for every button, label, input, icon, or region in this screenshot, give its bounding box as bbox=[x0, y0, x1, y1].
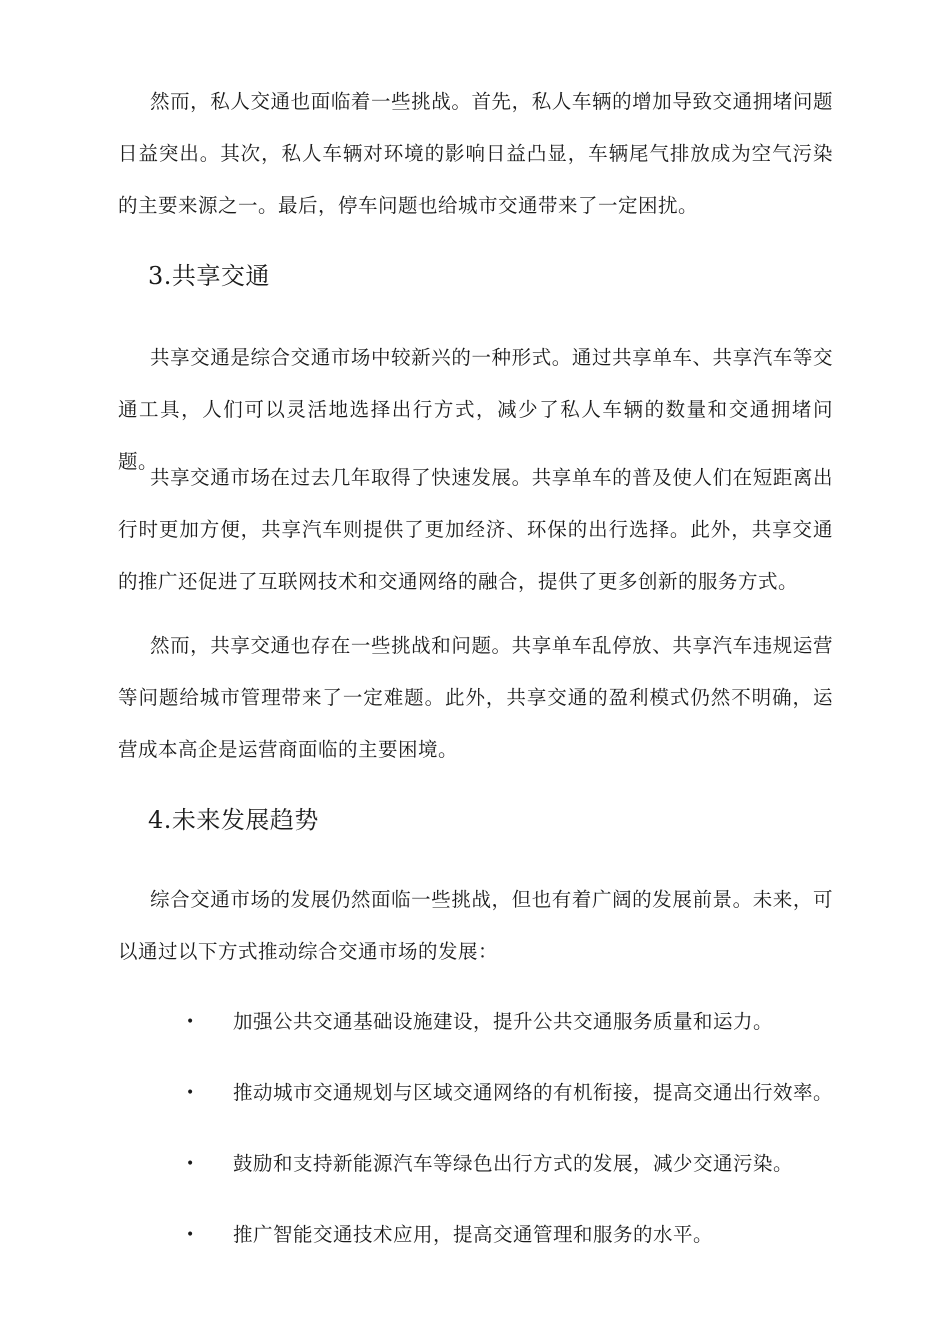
paragraph-future-outlook: 综合交通市场的发展仍然面临一些挑战，但也有着广阔的发展前景。未来，可以通过以下方式推动综合交通市场的发展： bbox=[118, 888, 833, 963]
bullet-marker: • bbox=[186, 1156, 195, 1172]
paragraph-private-transport-challenges: 然而，私人交通也面临着一些挑战。首先，私人车辆的增加导致交通拥堵问题日益突出。其次，私人车辆对环境的影响日益凸显，车辆尾气排放成为空气污染的主要来源之一。最后，停车问题也给城市交通带来了一定困扰。 bbox=[118, 90, 833, 217]
list-item bbox=[0, 1067, 950, 1138]
list-item bbox=[0, 1138, 950, 1209]
list-item bbox=[0, 1209, 950, 1280]
list-item-text: 鼓励和支持新能源汽车等绿色出行方式的发展，减少交通污染。 bbox=[233, 1152, 794, 1175]
paragraph-shared-transport-intro: 共享交通是综合交通市场中较新兴的一种形式。通过共享单车、共享汽车等交通工具，人们可以灵活地选择出行方式，减少了私人车辆的数量和交通拥堵问题。 bbox=[118, 346, 833, 473]
paragraph-shared-transport-growth: 共享交通市场在过去几年取得了快速发展。共享单车的普及使人们在短距离出行时更加方便，共享汽车则提供了更加经济、环保的出行选择。此外，共享交通的推广还促进了互联网技术和交通网络的融合，提供了更多创新的服务方式。 bbox=[118, 466, 833, 593]
future-measures-list bbox=[0, 996, 950, 1280]
bullet-marker: • bbox=[186, 1227, 195, 1243]
bullet-marker: • bbox=[186, 1014, 195, 1030]
bullet-marker: • bbox=[186, 1085, 195, 1101]
list-item-text: 推动城市交通规划与区域交通网络的有机衔接，提高交通出行效率。 bbox=[233, 1081, 834, 1104]
section-heading-shared-transport: 3.共享交通 bbox=[148, 262, 270, 290]
paragraph-shared-transport-challenges: 然而，共享交通也存在一些挑战和问题。共享单车乱停放、共享汽车违规运营等问题给城市管理带来了一定难题。此外，共享交通的盈利模式仍然不明确，运营成本高企是运营商面临的主要困境。 bbox=[118, 634, 833, 761]
list-item bbox=[0, 996, 950, 1067]
list-item-text: 加强公共交通基础设施建设，提升公共交通服务质量和运力。 bbox=[233, 1010, 774, 1033]
section-heading-future-trends: 4.未来发展趋势 bbox=[148, 806, 319, 834]
list-item-text: 推广智能交通技术应用，提高交通管理和服务的水平。 bbox=[233, 1223, 714, 1246]
